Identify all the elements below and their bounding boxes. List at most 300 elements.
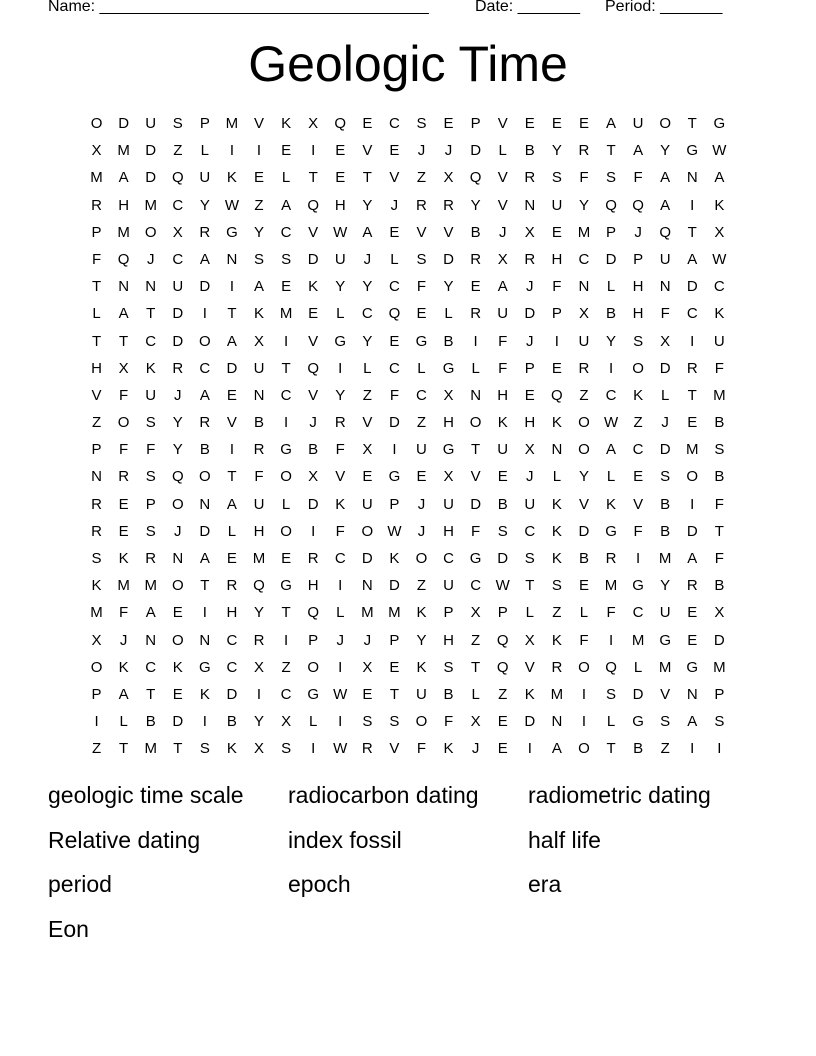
- grid-letter: I: [473, 332, 478, 350]
- grid-letter: K: [633, 386, 644, 404]
- grid-letter: K: [551, 522, 562, 540]
- grid-letter: S: [606, 685, 617, 703]
- grid-letter: O: [469, 414, 482, 432]
- grid-letter: Y: [172, 441, 183, 459]
- grid-letter: X: [524, 631, 535, 649]
- grid-letter: T: [281, 604, 291, 622]
- grid-letter: M: [658, 550, 672, 567]
- grid-letter: S: [660, 468, 671, 486]
- grid-letter: S: [443, 658, 454, 676]
- grid-letter: E: [362, 115, 373, 132]
- grid-letter: M: [713, 658, 726, 676]
- grid-letter: C: [524, 522, 536, 540]
- grid-letter: U: [253, 359, 265, 377]
- grid-letter: R: [416, 196, 427, 214]
- grid-letter: I: [581, 685, 587, 703]
- grid-letter: D: [659, 441, 671, 459]
- grid-letter: C: [172, 250, 184, 268]
- grid-letter: I: [527, 740, 532, 758]
- grid-letter: J: [174, 386, 182, 404]
- grid-letter: X: [714, 223, 725, 241]
- grid-letter: D: [172, 305, 184, 323]
- grid-letter: J: [417, 495, 426, 513]
- grid-letter: J: [417, 522, 426, 540]
- grid-letter: E: [172, 685, 183, 703]
- grid-row: [83, 113, 733, 140]
- grid-letter: L: [417, 359, 426, 377]
- grid-letter: Q: [307, 196, 319, 214]
- grid-letter: Q: [388, 305, 401, 323]
- grid-letter: G: [307, 685, 319, 703]
- grid-letter: H: [253, 522, 265, 540]
- grid-letter: O: [632, 359, 644, 377]
- grid-letter: R: [551, 658, 563, 676]
- grid-letter: L: [281, 495, 291, 513]
- grid-letter: O: [415, 713, 428, 731]
- grid-letter: E: [362, 468, 373, 486]
- grid-letter: D: [632, 685, 644, 703]
- grid-letter: Y: [254, 223, 265, 241]
- grid-letter: X: [524, 441, 535, 459]
- grid-letter: P: [606, 223, 617, 241]
- grid-letter: J: [526, 468, 534, 486]
- grid-letter: Y: [470, 196, 481, 214]
- grid-letter: S: [416, 115, 427, 132]
- grid-letter: G: [226, 223, 238, 241]
- grid-letter: E: [578, 577, 589, 595]
- grid-letter: O: [659, 115, 672, 132]
- grid-letter: I: [311, 142, 316, 160]
- grid-letter: E: [687, 604, 698, 622]
- grid-letter: Y: [335, 278, 346, 296]
- grid-row: [83, 249, 733, 276]
- grid-letter: U: [497, 305, 509, 323]
- grid-letter: S: [145, 468, 156, 486]
- grid-letter: M: [90, 604, 103, 622]
- grid-row: [83, 548, 733, 575]
- grid-letter: T: [525, 577, 535, 595]
- grid-letter: K: [308, 278, 319, 296]
- grid-letter: F: [633, 169, 643, 187]
- grid-letter: I: [284, 332, 289, 350]
- grid-letter: E: [470, 278, 481, 296]
- grid-letter: R: [524, 169, 536, 187]
- grid-letter: X: [443, 386, 454, 404]
- grid-letter: A: [551, 740, 562, 758]
- grid-letter: S: [389, 713, 400, 731]
- grid-letter: N: [199, 631, 211, 649]
- grid-letter: V: [470, 468, 481, 486]
- grid-letter: A: [254, 278, 265, 296]
- grid-letter: J: [417, 142, 426, 160]
- grid-letter: D: [524, 713, 536, 731]
- grid-letter: E: [389, 658, 400, 676]
- word-bank-item: epoch: [288, 871, 351, 897]
- grid-letter: T: [91, 278, 102, 296]
- grid-letter: J: [661, 414, 669, 432]
- grid-letter: C: [388, 359, 400, 377]
- grid-letter: R: [524, 250, 536, 268]
- grid-letter: F: [119, 441, 129, 459]
- grid-letter: I: [202, 305, 207, 323]
- grid-letter: Q: [171, 169, 184, 187]
- grid-letter: Z: [416, 577, 427, 595]
- grid-letter: R: [470, 305, 482, 323]
- grid-row: [83, 167, 733, 194]
- grid-letter: I: [717, 740, 722, 758]
- date-field: Date: _______: [475, 0, 580, 15]
- grid-letter: E: [416, 305, 427, 323]
- grid-letter: K: [335, 495, 346, 513]
- grid-letter: U: [443, 495, 454, 513]
- grid-letter: H: [91, 359, 102, 377]
- grid-letter: A: [660, 196, 671, 214]
- grid-letter: K: [254, 305, 265, 323]
- grid-letter: K: [416, 658, 427, 676]
- grid-letter: R: [686, 577, 698, 595]
- grid-letter: A: [281, 196, 292, 214]
- grid-letter: I: [311, 522, 316, 540]
- grid-letter: M: [279, 305, 293, 323]
- grid-letter: F: [416, 278, 427, 296]
- grid-letter: R: [443, 196, 454, 214]
- grid-letter: S: [714, 713, 725, 731]
- grid-letter: J: [526, 278, 534, 296]
- grid-letter: E: [497, 740, 508, 758]
- grid-letter: S: [91, 550, 102, 567]
- grid-letter: N: [118, 278, 130, 296]
- grid-letter: V: [578, 495, 589, 513]
- grid-letter: L: [471, 685, 480, 703]
- grid-letter: J: [634, 223, 642, 241]
- grid-letter: Y: [362, 278, 373, 296]
- grid-letter: W: [333, 223, 348, 241]
- grid-letter: A: [118, 169, 129, 187]
- grid-letter: B: [470, 223, 481, 241]
- grid-letter: Y: [660, 577, 671, 595]
- grid-letter: T: [714, 522, 724, 540]
- grid-letter: M: [225, 115, 239, 132]
- grid-letter: V: [335, 468, 346, 486]
- grid-letter: D: [307, 250, 319, 268]
- grid-letter: U: [361, 495, 373, 513]
- grid-letter: X: [524, 223, 535, 241]
- grid-row: [83, 331, 733, 358]
- grid-letter: F: [335, 441, 345, 459]
- grid-letter: A: [118, 305, 129, 323]
- grid-letter: R: [91, 522, 102, 540]
- grid-letter: L: [308, 713, 318, 731]
- grid-letter: X: [254, 740, 265, 758]
- grid-letter: E: [551, 115, 562, 132]
- grid-letter: U: [145, 115, 157, 132]
- grid-letter: E: [308, 305, 319, 323]
- grid-letter: N: [91, 468, 102, 486]
- grid-letter: N: [253, 386, 265, 404]
- grid-row: [83, 140, 733, 167]
- grid-letter: C: [605, 386, 617, 404]
- grid-letter: C: [416, 386, 427, 404]
- grid-letter: R: [199, 223, 211, 241]
- grid-letter: N: [578, 278, 590, 296]
- grid-letter: B: [714, 577, 725, 595]
- grid-letter: O: [361, 522, 374, 540]
- grid-letter: S: [660, 713, 671, 731]
- grid-letter: A: [714, 169, 725, 187]
- grid-letter: S: [254, 250, 265, 268]
- grid-letter: X: [362, 658, 373, 676]
- grid-letter: M: [144, 577, 157, 595]
- grid-letter: N: [470, 386, 482, 404]
- grid-letter: F: [579, 169, 589, 187]
- grid-letter: W: [603, 414, 619, 432]
- grid-letter: X: [362, 441, 373, 459]
- grid-letter: A: [145, 604, 156, 622]
- grid-letter: D: [118, 115, 130, 132]
- grid-letter: E: [389, 332, 400, 350]
- grid-letter: S: [497, 522, 508, 540]
- grid-letter: V: [308, 223, 319, 241]
- grid-letter: G: [442, 359, 455, 377]
- grid-letter: X: [470, 713, 481, 731]
- grid-letter: D: [443, 250, 454, 268]
- grid-letter: O: [280, 468, 292, 486]
- grid-letter: F: [714, 495, 724, 513]
- grid-letter: C: [388, 278, 400, 296]
- grid-letter: T: [173, 740, 183, 758]
- grid-letter: F: [606, 604, 616, 622]
- grid-letter: K: [145, 359, 156, 377]
- grid-letter: V: [362, 414, 373, 432]
- grid-letter: B: [633, 740, 644, 758]
- grid-letter: H: [632, 305, 644, 323]
- grid-letter: E: [362, 685, 373, 703]
- grid-letter: N: [172, 550, 184, 567]
- grid-letter: E: [497, 713, 508, 731]
- word-bank-item: radiometric dating: [528, 782, 711, 808]
- grid-letter: S: [199, 740, 210, 758]
- grid-letter: H: [632, 278, 644, 296]
- grid-letter: V: [308, 332, 319, 350]
- grid-row: [83, 657, 733, 684]
- grid-letter: C: [145, 332, 157, 350]
- grid-letter: F: [335, 522, 345, 540]
- grid-letter: A: [633, 142, 644, 160]
- grid-letter: Y: [172, 414, 183, 432]
- grid-letter: M: [117, 577, 130, 595]
- grid-letter: D: [470, 495, 482, 513]
- grid-letter: D: [307, 495, 319, 513]
- grid-letter: V: [91, 386, 102, 404]
- grid-letter: I: [202, 713, 207, 731]
- grid-letter: M: [686, 441, 699, 459]
- grid-letter: E: [226, 386, 237, 404]
- grid-letter: V: [254, 115, 265, 132]
- grid-letter: C: [578, 250, 590, 268]
- grid-letter: G: [415, 332, 428, 350]
- grid-letter: T: [91, 332, 102, 350]
- grid-letter: B: [524, 142, 535, 160]
- grid-row: [83, 602, 733, 629]
- grid-letter: R: [199, 414, 211, 432]
- grid-letter: L: [336, 305, 345, 323]
- grid-letter: C: [280, 386, 292, 404]
- grid-row: [83, 738, 733, 765]
- grid-row: [83, 276, 733, 303]
- grid-letter: O: [199, 468, 211, 486]
- grid-row: [83, 466, 733, 493]
- grid-row: [83, 385, 733, 412]
- grid-letter: F: [552, 278, 562, 296]
- grid-letter: W: [495, 577, 510, 595]
- grid-letter: C: [145, 658, 157, 676]
- grid-letter: Z: [281, 658, 291, 676]
- grid-letter: C: [388, 115, 400, 132]
- grid-letter: G: [388, 468, 401, 486]
- grid-letter: E: [254, 169, 265, 187]
- grid-letter: E: [551, 359, 562, 377]
- grid-letter: L: [119, 713, 128, 731]
- grid-letter: T: [119, 740, 129, 758]
- grid-row: [83, 684, 733, 711]
- grid-row: [83, 412, 733, 439]
- grid-letter: Q: [117, 250, 130, 268]
- grid-letter: L: [227, 522, 237, 540]
- grid-letter: R: [578, 142, 590, 160]
- grid-letter: T: [308, 169, 318, 187]
- grid-letter: X: [578, 305, 589, 323]
- grid-letter: Y: [606, 332, 617, 350]
- grid-letter: P: [389, 495, 400, 513]
- grid-letter: F: [119, 604, 129, 622]
- grid-letter: M: [577, 223, 591, 241]
- grid-letter: I: [690, 332, 695, 350]
- grid-letter: U: [659, 250, 671, 268]
- grid-letter: G: [442, 441, 455, 459]
- grid-letter: J: [498, 223, 507, 241]
- grid-letter: N: [199, 495, 211, 513]
- grid-letter: J: [363, 250, 372, 268]
- grid-letter: Y: [443, 278, 454, 296]
- grid-letter: R: [686, 359, 698, 377]
- grid-letter: V: [497, 196, 508, 214]
- grid-letter: E: [497, 468, 508, 486]
- grid-letter: D: [686, 522, 698, 540]
- grid-letter: D: [605, 250, 617, 268]
- grid-letter: N: [145, 631, 157, 649]
- grid-row: [83, 494, 733, 521]
- grid-letter: K: [226, 169, 237, 187]
- grid-letter: H: [497, 386, 509, 404]
- grid-letter: A: [118, 685, 129, 703]
- grid-letter: T: [606, 142, 616, 160]
- grid-letter: D: [361, 550, 373, 567]
- grid-letter: K: [172, 658, 183, 676]
- grid-letter: Z: [552, 604, 562, 622]
- grid-letter: P: [91, 441, 102, 459]
- grid-letter: K: [551, 414, 562, 432]
- grid-letter: I: [690, 196, 695, 214]
- grid-letter: P: [308, 631, 319, 649]
- grid-letter: Q: [605, 196, 617, 214]
- grid-letter: E: [524, 386, 535, 404]
- grid-letter: B: [308, 441, 319, 459]
- grid-letter: L: [606, 468, 616, 486]
- grid-letter: V: [497, 169, 508, 187]
- grid-letter: T: [606, 740, 616, 758]
- grid-letter: C: [713, 278, 725, 296]
- grid-letter: J: [336, 631, 344, 649]
- grid-letter: X: [118, 359, 129, 377]
- word-search-grid: [83, 113, 733, 766]
- grid-letter: I: [256, 142, 262, 160]
- grid-letter: Q: [632, 196, 644, 214]
- grid-letter: T: [119, 332, 129, 350]
- grid-letter: P: [551, 305, 562, 323]
- grid-letter: K: [551, 550, 562, 567]
- grid-letter: H: [307, 577, 319, 595]
- grid-letter: M: [252, 550, 266, 567]
- grid-letter: G: [605, 522, 617, 540]
- period-field: Period: _______: [605, 0, 723, 15]
- grid-letter: E: [389, 223, 400, 241]
- grid-letter: S: [551, 577, 562, 595]
- grid-letter: I: [338, 713, 343, 731]
- grid-letter: N: [686, 169, 698, 187]
- grid-letter: I: [338, 577, 343, 595]
- grid-letter: L: [390, 250, 399, 268]
- grid-letter: P: [497, 604, 508, 622]
- grid-letter: Q: [496, 631, 509, 649]
- grid-letter: P: [633, 250, 644, 268]
- grid-letter: V: [226, 414, 237, 432]
- grid-letter: N: [686, 685, 698, 703]
- grid-letter: U: [172, 278, 184, 296]
- grid-letter: J: [471, 740, 480, 758]
- grid-letter: R: [470, 250, 482, 268]
- grid-letter: N: [659, 278, 671, 296]
- grid-letter: Q: [171, 468, 184, 486]
- grid-letter: R: [307, 550, 319, 567]
- grid-letter: E: [118, 522, 129, 540]
- grid-letter: I: [284, 631, 289, 649]
- grid-letter: C: [226, 658, 238, 676]
- grid-letter: I: [690, 740, 695, 758]
- grid-letter: D: [226, 685, 238, 703]
- grid-letter: L: [525, 604, 534, 622]
- grid-letter: M: [631, 631, 645, 649]
- grid-letter: Y: [578, 468, 589, 486]
- grid-letter: E: [172, 604, 183, 622]
- grid-letter: Y: [335, 386, 346, 404]
- grid-letter: G: [659, 631, 672, 649]
- grid-letter: F: [714, 550, 724, 567]
- grid-letter: C: [361, 305, 373, 323]
- grid-letter: A: [687, 250, 698, 268]
- grid-letter: U: [713, 332, 725, 350]
- grid-letter: Z: [91, 740, 102, 758]
- grid-letter: S: [281, 740, 292, 758]
- grid-letter: L: [200, 142, 210, 160]
- grid-letter: K: [443, 740, 454, 758]
- grid-letter: A: [606, 441, 617, 459]
- grid-letter: U: [334, 250, 346, 268]
- grid-letter: X: [91, 142, 102, 160]
- grid-letter: O: [117, 414, 130, 432]
- grid-letter: R: [145, 550, 157, 567]
- grid-letter: O: [415, 550, 428, 567]
- grid-letter: X: [172, 223, 183, 241]
